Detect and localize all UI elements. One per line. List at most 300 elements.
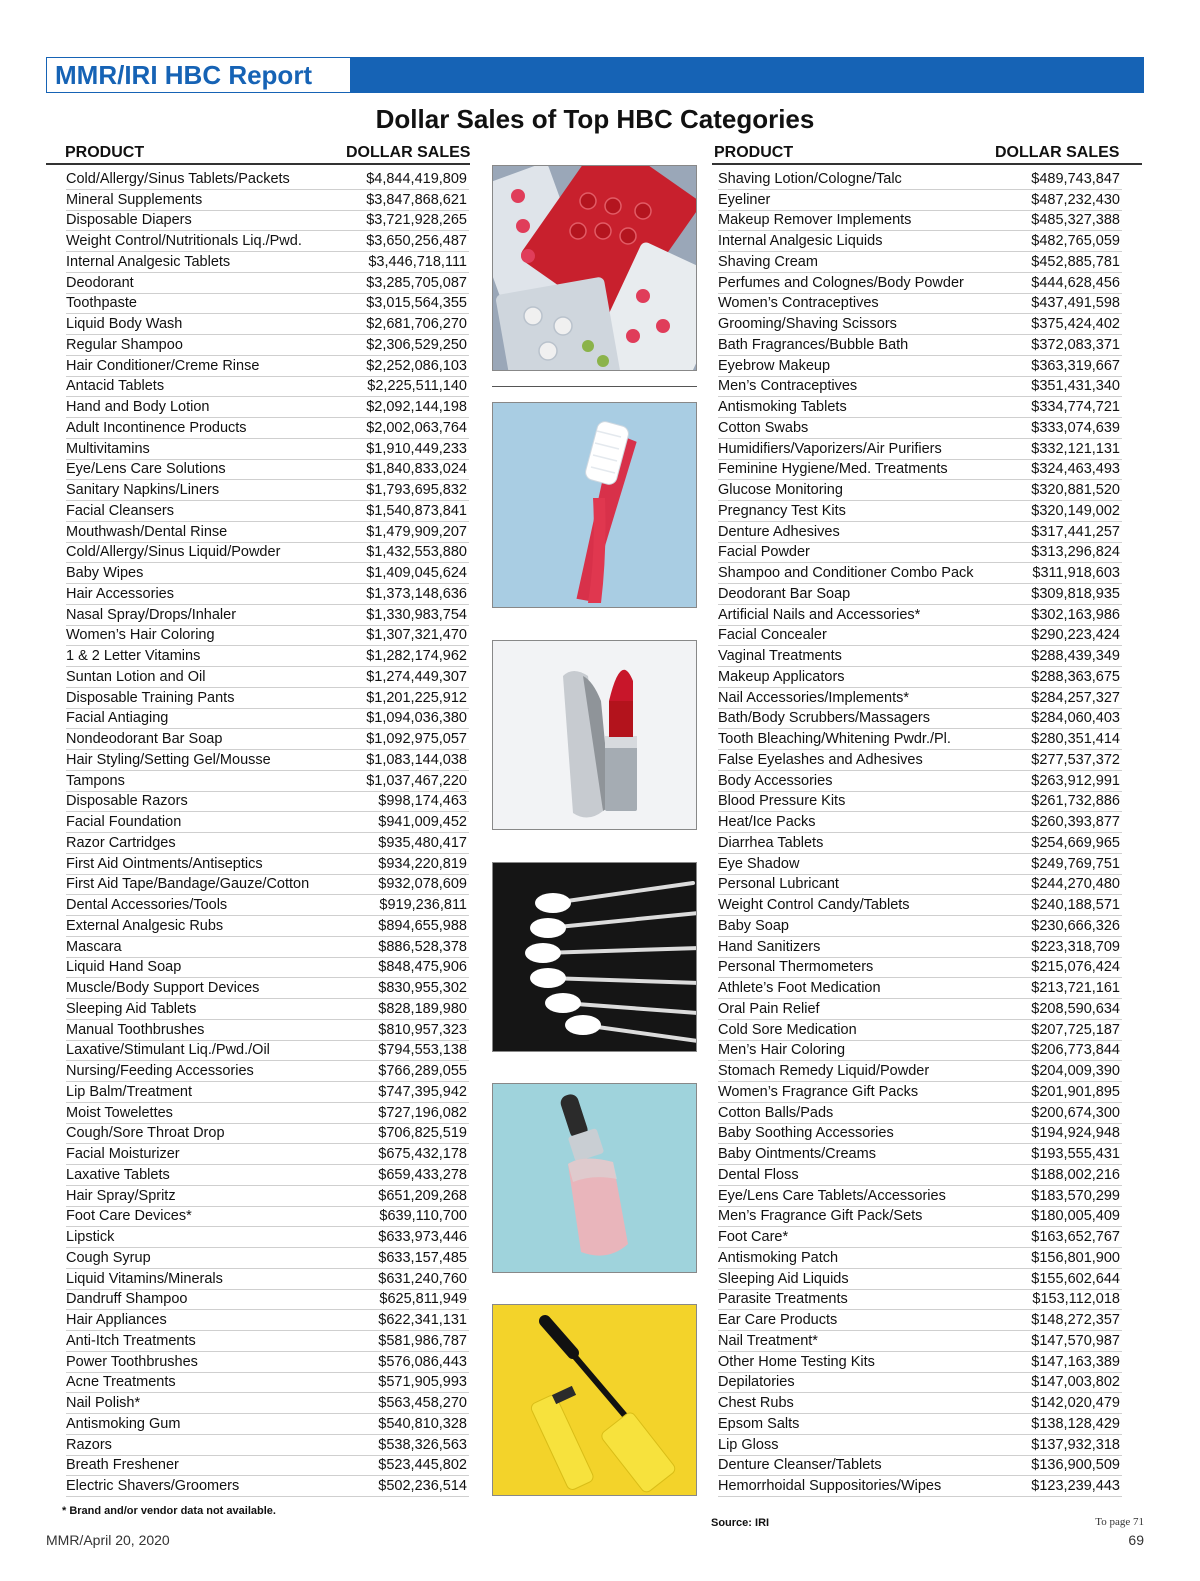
product-name: Denture Cleanser/Tablets — [718, 1457, 882, 1474]
product-name: Dental Accessories/Tools — [66, 897, 228, 914]
dollar-sales-value: $2,002,063,764 — [366, 419, 467, 436]
table-row — [66, 1124, 469, 1145]
dollar-sales-value: $3,721,928,265 — [366, 212, 467, 229]
product-name: Internal Analgesic Liquids — [718, 233, 883, 250]
left-sales-header: DOLLAR SALES — [346, 144, 471, 161]
dollar-sales-value: $309,818,935 — [1031, 585, 1120, 602]
table-row — [718, 999, 1122, 1020]
product-name: Baby Ointments/Creams — [718, 1146, 876, 1163]
table-row — [718, 1331, 1122, 1352]
product-name: Dental Floss — [718, 1166, 799, 1183]
product-name: Sanitary Napkins/Liners — [66, 482, 220, 499]
dollar-sales-value: $372,083,371 — [1031, 336, 1120, 353]
dollar-sales-value: $625,811,949 — [379, 1291, 467, 1308]
dollar-sales-value: $828,189,980 — [378, 1000, 467, 1017]
product-name: Weight Control/Nutritionals Liq./Pwd. — [66, 233, 302, 250]
dollar-sales-value: $200,674,300 — [1031, 1104, 1120, 1121]
dollar-sales-value: $290,223,424 — [1031, 627, 1120, 644]
product-name: Sleeping Aid Liquids — [718, 1270, 849, 1287]
dollar-sales-value: $215,076,424 — [1031, 959, 1120, 976]
product-name: Hair Conditioner/Creme Rinse — [66, 357, 260, 374]
product-name: Disposable Diapers — [66, 212, 192, 229]
table-row — [718, 522, 1122, 543]
dollar-sales-value: $3,847,868,621 — [366, 191, 467, 208]
table-row — [66, 1352, 469, 1373]
table-row — [66, 1248, 469, 1269]
dollar-sales-value: $706,825,519 — [378, 1125, 467, 1142]
product-name: Power Toothbrushes — [66, 1353, 198, 1370]
table-row — [66, 563, 469, 584]
product-name: Razors — [66, 1436, 112, 1453]
dollar-sales-value: $576,086,443 — [378, 1353, 467, 1370]
table-row — [718, 978, 1122, 999]
report-banner — [46, 57, 1144, 93]
table-row — [66, 1414, 469, 1435]
product-name: Oral Pain Relief — [718, 1000, 820, 1017]
product-name: Liquid Body Wash — [66, 316, 183, 333]
table-row — [718, 1456, 1122, 1477]
table-row — [66, 605, 469, 626]
table-row — [718, 1352, 1122, 1373]
product-name: Toothpaste — [66, 295, 137, 312]
table-row — [718, 460, 1122, 481]
table-row — [718, 418, 1122, 439]
table-row — [718, 1186, 1122, 1207]
table-row — [66, 418, 469, 439]
dollar-sales-value: $1,037,467,220 — [366, 772, 467, 789]
table-row — [718, 584, 1122, 605]
product-name: Feminine Hygiene/Med. Treatments — [718, 461, 948, 478]
product-name: Cough Syrup — [66, 1249, 151, 1266]
table-row — [66, 1310, 469, 1331]
table-row — [718, 1082, 1122, 1103]
product-name: Hand Sanitizers — [718, 938, 821, 955]
product-name: Lip Balm/Treatment — [66, 1083, 192, 1100]
table-row — [718, 1061, 1122, 1082]
table-row — [718, 231, 1122, 252]
product-name: First Aid Ointments/Antiseptics — [66, 855, 263, 872]
table-row — [718, 812, 1122, 833]
table-row — [718, 1290, 1122, 1311]
product-name: Tampons — [66, 772, 125, 789]
dollar-sales-value: $193,555,431 — [1031, 1146, 1120, 1163]
report-banner-title: MMR/IRI HBC Report — [46, 57, 351, 93]
table-row — [718, 1414, 1122, 1435]
table-row — [718, 294, 1122, 315]
table-row — [718, 1041, 1122, 1062]
page-title: Dollar Sales of Top HBC Categories — [375, 104, 815, 134]
table-row — [718, 439, 1122, 460]
dollar-sales-value: $622,341,131 — [378, 1312, 467, 1329]
product-name: Hand and Body Lotion — [66, 399, 210, 416]
table-row — [66, 1227, 469, 1248]
right-product-header: PRODUCT — [714, 144, 794, 161]
table-row — [718, 273, 1122, 294]
dollar-sales-value: $1,793,695,832 — [366, 482, 467, 499]
product-name: Stomach Remedy Liquid/Powder — [718, 1063, 930, 1080]
product-name: Anti-Itch Treatments — [66, 1332, 196, 1349]
dollar-sales-value: $2,306,529,250 — [366, 336, 467, 353]
dollar-sales-value: $138,128,429 — [1031, 1415, 1120, 1432]
dollar-sales-value: $136,900,509 — [1031, 1457, 1120, 1474]
product-name: Athlete’s Foot Medication — [718, 980, 881, 997]
table-row — [66, 667, 469, 688]
page-number: 69 — [1128, 1532, 1144, 1548]
table-row — [718, 1103, 1122, 1124]
table-row — [718, 709, 1122, 730]
dollar-sales-value: $261,732,886 — [1031, 793, 1120, 810]
product-name: Eye/Lens Care Solutions — [66, 461, 226, 478]
dollar-sales-value: $223,318,709 — [1031, 938, 1120, 955]
table-row — [718, 1435, 1122, 1456]
dollar-sales-value: $201,901,895 — [1031, 1083, 1120, 1100]
dollar-sales-value: $631,240,760 — [378, 1270, 467, 1287]
product-name: Muscle/Body Support Devices — [66, 980, 260, 997]
table-row — [718, 688, 1122, 709]
right-header-rule — [712, 163, 1142, 165]
dollar-sales-value: $213,721,161 — [1031, 980, 1120, 997]
product-name: Cough/Sore Throat Drop — [66, 1125, 225, 1142]
product-name: Baby Wipes — [66, 565, 144, 582]
publication-date: MMR/April 20, 2020 — [46, 1532, 170, 1548]
table-row — [718, 771, 1122, 792]
dollar-sales-value: $1,409,045,624 — [366, 565, 467, 582]
dollar-sales-value: $2,681,706,270 — [366, 316, 467, 333]
dollar-sales-value: $810,957,323 — [378, 1021, 467, 1038]
dollar-sales-value: $3,650,256,487 — [366, 233, 467, 250]
table-row — [66, 1165, 469, 1186]
dollar-sales-value: $194,924,948 — [1031, 1125, 1120, 1142]
dollar-sales-value: $332,121,131 — [1031, 440, 1120, 457]
dollar-sales-value: $163,652,767 — [1031, 1229, 1120, 1246]
dollar-sales-value: $156,801,900 — [1031, 1249, 1120, 1266]
product-name: Eyebrow Makeup — [718, 357, 831, 374]
dollar-sales-value: $1,201,225,912 — [366, 689, 467, 706]
dollar-sales-value: $302,163,986 — [1031, 606, 1120, 623]
product-name: Breath Freshener — [66, 1457, 179, 1474]
product-name: Antacid Tablets — [66, 378, 165, 395]
dollar-sales-value: $333,074,639 — [1031, 419, 1120, 436]
product-name: Epsom Salts — [718, 1415, 800, 1432]
table-row — [718, 314, 1122, 335]
dollar-sales-value: $2,252,086,103 — [366, 357, 467, 374]
dollar-sales-value: $935,480,417 — [378, 834, 467, 851]
table-row — [66, 1207, 469, 1228]
table-row — [718, 1207, 1122, 1228]
table-row — [66, 875, 469, 896]
product-name: Artificial Nails and Accessories* — [718, 606, 921, 623]
dollar-sales-value: $351,431,340 — [1031, 378, 1120, 395]
product-name: Other Home Testing Kits — [718, 1353, 875, 1370]
product-name: Regular Shampoo — [66, 336, 183, 353]
product-name: Glucose Monitoring — [718, 482, 843, 499]
product-name: Disposable Training Pants — [66, 689, 235, 706]
dollar-sales-value: $4,844,419,809 — [366, 170, 467, 187]
dollar-sales-value: $894,655,988 — [378, 917, 467, 934]
product-name: Cold/Allergy/Sinus Liquid/Powder — [66, 544, 281, 561]
dollar-sales-value: $240,188,571 — [1031, 897, 1120, 914]
table-row — [66, 1041, 469, 1062]
product-name: Personal Thermometers — [718, 959, 874, 976]
table-row — [718, 1248, 1122, 1269]
product-name: Facial Concealer — [718, 627, 827, 644]
dollar-sales-value: $830,955,302 — [378, 980, 467, 997]
table-row — [66, 978, 469, 999]
dollar-sales-value: $1,373,148,636 — [366, 585, 467, 602]
product-name: Shaving Cream — [718, 253, 818, 270]
pill-blister-packs-image — [492, 165, 697, 371]
dollar-sales-value: $1,540,873,841 — [366, 502, 467, 519]
dollar-sales-value: $1,282,174,962 — [366, 648, 467, 665]
product-name: False Eyelashes and Adhesives — [718, 751, 923, 768]
dollar-sales-value: $147,163,389 — [1031, 1353, 1120, 1370]
product-name: Pregnancy Test Kits — [718, 502, 846, 519]
footnote: * Brand and/or vendor data not available. — [62, 1505, 276, 1517]
dollar-sales-value: $137,932,318 — [1031, 1436, 1120, 1453]
dollar-sales-value: $1,479,909,207 — [366, 523, 467, 540]
dollar-sales-value: $1,910,449,233 — [366, 440, 467, 457]
table-row — [66, 729, 469, 750]
dollar-sales-value: $502,236,514 — [378, 1478, 467, 1495]
dollar-sales-value: $284,257,327 — [1031, 689, 1120, 706]
dollar-sales-value: $571,905,993 — [378, 1374, 467, 1391]
dollar-sales-value: $485,327,388 — [1031, 212, 1120, 229]
product-name: Cold/Allergy/Sinus Tablets/Packets — [66, 170, 290, 187]
product-name: Baby Soothing Accessories — [718, 1125, 894, 1142]
table-row — [66, 211, 469, 232]
product-name: Humidifiers/Vaporizers/Air Purifiers — [718, 440, 942, 457]
dollar-sales-value: $153,112,018 — [1032, 1291, 1120, 1308]
dollar-sales-value: $538,326,563 — [378, 1436, 467, 1453]
table-row — [718, 1310, 1122, 1331]
dollar-sales-value: $659,433,278 — [378, 1166, 467, 1183]
dollar-sales-value: $794,553,138 — [378, 1042, 467, 1059]
table-row — [66, 1103, 469, 1124]
table-row — [718, 356, 1122, 377]
table-row — [718, 895, 1122, 916]
table-row — [718, 335, 1122, 356]
table-row — [66, 169, 469, 190]
table-row — [66, 771, 469, 792]
table-row — [66, 1476, 469, 1497]
dollar-sales-value: $288,363,675 — [1031, 668, 1120, 685]
table-row — [66, 190, 469, 211]
product-name: Body Accessories — [718, 772, 833, 789]
product-name: Nasal Spray/Drops/Inhaler — [66, 606, 237, 623]
table-row — [66, 626, 469, 647]
dollar-sales-value: $639,110,700 — [379, 1208, 467, 1225]
table-row — [66, 439, 469, 460]
table-row — [66, 646, 469, 667]
left-header-rule — [46, 163, 470, 165]
table-row — [66, 958, 469, 979]
mascara-image — [492, 1304, 697, 1496]
table-row — [66, 1082, 469, 1103]
table-row — [718, 190, 1122, 211]
table-row — [718, 397, 1122, 418]
product-name: Liquid Vitamins/Minerals — [66, 1270, 223, 1287]
dollar-sales-value: $563,458,270 — [378, 1395, 467, 1412]
product-name: Eyeliner — [718, 191, 771, 208]
product-name: Baby Soap — [718, 917, 789, 934]
dollar-sales-value: $284,060,403 — [1031, 710, 1120, 727]
dollar-sales-value: $487,232,430 — [1031, 191, 1120, 208]
table-row — [66, 833, 469, 854]
product-name: First Aid Tape/Bandage/Gauze/Cotton — [66, 876, 310, 893]
dollar-sales-value: $489,743,847 — [1031, 170, 1120, 187]
table-row — [66, 273, 469, 294]
product-name: Depilatories — [718, 1374, 795, 1391]
dollar-sales-value: $934,220,819 — [378, 855, 467, 872]
table-row — [66, 937, 469, 958]
left-product-header: PRODUCT — [65, 144, 145, 161]
nail-polish-image — [492, 1083, 697, 1273]
product-name: Hemorrhoidal Suppositories/Wipes — [718, 1478, 942, 1495]
dollar-sales-value: $523,445,802 — [378, 1457, 467, 1474]
product-name: Moist Towelettes — [66, 1104, 173, 1121]
dollar-sales-value: $183,570,299 — [1031, 1187, 1120, 1204]
image-divider — [492, 386, 697, 387]
table-row — [66, 812, 469, 833]
lipstick-image — [492, 640, 697, 830]
product-name: Grooming/Shaving Scissors — [718, 316, 897, 333]
product-name: Foot Care* — [718, 1229, 789, 1246]
dollar-sales-value: $1,432,553,880 — [366, 544, 467, 561]
dollar-sales-value: $932,078,609 — [378, 876, 467, 893]
table-row — [718, 480, 1122, 501]
product-name: Razor Cartridges — [66, 834, 176, 851]
dollar-sales-value: $727,196,082 — [378, 1104, 467, 1121]
product-name: Women’s Hair Coloring — [66, 627, 215, 644]
table-row — [66, 480, 469, 501]
table-row — [66, 709, 469, 730]
product-name: Facial Powder — [718, 544, 810, 561]
table-row — [66, 792, 469, 813]
product-name: Mascara — [66, 938, 122, 955]
dollar-sales-value: $249,769,751 — [1031, 855, 1120, 872]
dollar-sales-value: $675,432,178 — [378, 1146, 467, 1163]
product-name: Nail Treatment* — [718, 1332, 818, 1349]
product-name: Facial Moisturizer — [66, 1146, 180, 1163]
left-sales-table — [66, 169, 469, 1497]
dollar-sales-value: $180,005,409 — [1031, 1208, 1120, 1225]
dollar-sales-value: $230,666,326 — [1031, 917, 1120, 934]
dollar-sales-value: $1,330,983,754 — [366, 606, 467, 623]
dollar-sales-value: $320,149,002 — [1031, 502, 1120, 519]
dollar-sales-value: $766,289,055 — [378, 1063, 467, 1080]
product-name: Nail Accessories/Implements* — [718, 689, 909, 706]
product-name: Disposable Razors — [66, 793, 188, 810]
dollar-sales-value: $324,463,493 — [1031, 461, 1120, 478]
table-row — [66, 1290, 469, 1311]
product-name: Hair Appliances — [66, 1312, 167, 1329]
dollar-sales-value: $581,986,787 — [378, 1332, 467, 1349]
dollar-sales-value: $2,225,511,140 — [367, 378, 467, 395]
product-name: Deodorant Bar Soap — [718, 585, 851, 602]
table-row — [718, 211, 1122, 232]
product-name: Laxative/Stimulant Liq./Pwd./Oil — [66, 1042, 270, 1059]
product-name: Makeup Applicators — [718, 668, 845, 685]
product-name: Shampoo and Conditioner Combo Pack — [718, 565, 974, 582]
table-row — [66, 688, 469, 709]
dollar-sales-value: $334,774,721 — [1031, 399, 1120, 416]
dollar-sales-value: $311,918,603 — [1032, 565, 1120, 582]
product-name: Deodorant — [66, 274, 134, 291]
dollar-sales-value: $155,602,644 — [1031, 1270, 1120, 1287]
table-row — [66, 1061, 469, 1082]
dollar-sales-value: $3,285,705,087 — [366, 274, 467, 291]
table-row — [66, 231, 469, 252]
toothbrush-image — [492, 402, 697, 608]
table-row — [66, 895, 469, 916]
table-row — [66, 356, 469, 377]
table-row — [718, 667, 1122, 688]
dollar-sales-value: $147,003,802 — [1031, 1374, 1120, 1391]
table-row — [718, 1020, 1122, 1041]
product-name: Shaving Lotion/Cologne/Talc — [718, 170, 902, 187]
dollar-sales-value: $123,239,443 — [1031, 1478, 1120, 1495]
source-note: Source: IRI — [711, 1517, 770, 1529]
product-name: Antismoking Tablets — [718, 399, 847, 416]
product-name: Cotton Swabs — [718, 419, 809, 436]
product-name: Antismoking Gum — [66, 1415, 181, 1432]
product-name: Sleeping Aid Tablets — [66, 1000, 197, 1017]
table-row — [718, 377, 1122, 398]
table-row — [66, 501, 469, 522]
dollar-sales-value: $254,669,965 — [1031, 834, 1120, 851]
table-row — [66, 1144, 469, 1165]
table-row — [718, 626, 1122, 647]
product-name: Lipstick — [66, 1229, 115, 1246]
product-name: Diarrhea Tablets — [718, 834, 824, 851]
dollar-sales-value: $633,157,485 — [378, 1249, 467, 1266]
table-row — [718, 916, 1122, 937]
dollar-sales-value: $1,274,449,307 — [366, 668, 467, 685]
product-name: Denture Adhesives — [718, 523, 840, 540]
table-row — [718, 729, 1122, 750]
right-sales-table — [718, 169, 1122, 1497]
product-name: Facial Foundation — [66, 814, 182, 831]
table-row — [66, 294, 469, 315]
dollar-sales-value: $277,537,372 — [1031, 751, 1120, 768]
dollar-sales-value: $1,083,144,038 — [366, 751, 467, 768]
product-name: Laxative Tablets — [66, 1166, 170, 1183]
dollar-sales-value: $148,272,357 — [1031, 1312, 1120, 1329]
dollar-sales-value: $375,424,402 — [1031, 316, 1120, 333]
continued-note: To page 71 — [1095, 1516, 1144, 1528]
product-name: Antismoking Patch — [718, 1249, 839, 1266]
dollar-sales-value: $142,020,479 — [1031, 1395, 1120, 1412]
product-name: Cotton Balls/Pads — [718, 1104, 834, 1121]
product-name: Internal Analgesic Tablets — [66, 253, 231, 270]
table-row — [66, 1020, 469, 1041]
dollar-sales-value: $437,491,598 — [1031, 295, 1120, 312]
dollar-sales-value: $244,270,480 — [1031, 876, 1120, 893]
product-name: Mineral Supplements — [66, 191, 203, 208]
product-name: Hair Styling/Setting Gel/Mousse — [66, 751, 271, 768]
table-row — [718, 833, 1122, 854]
dollar-sales-value: $320,881,520 — [1031, 482, 1120, 499]
dollar-sales-value: $206,773,844 — [1031, 1042, 1120, 1059]
table-row — [718, 1269, 1122, 1290]
dollar-sales-value: $263,912,991 — [1031, 772, 1120, 789]
product-name: Manual Toothbrushes — [66, 1021, 205, 1038]
table-row — [66, 460, 469, 481]
table-row — [718, 875, 1122, 896]
product-name: Makeup Remover Implements — [718, 212, 912, 229]
product-name: Mouthwash/Dental Rinse — [66, 523, 228, 540]
product-name: Heat/Ice Packs — [718, 814, 816, 831]
